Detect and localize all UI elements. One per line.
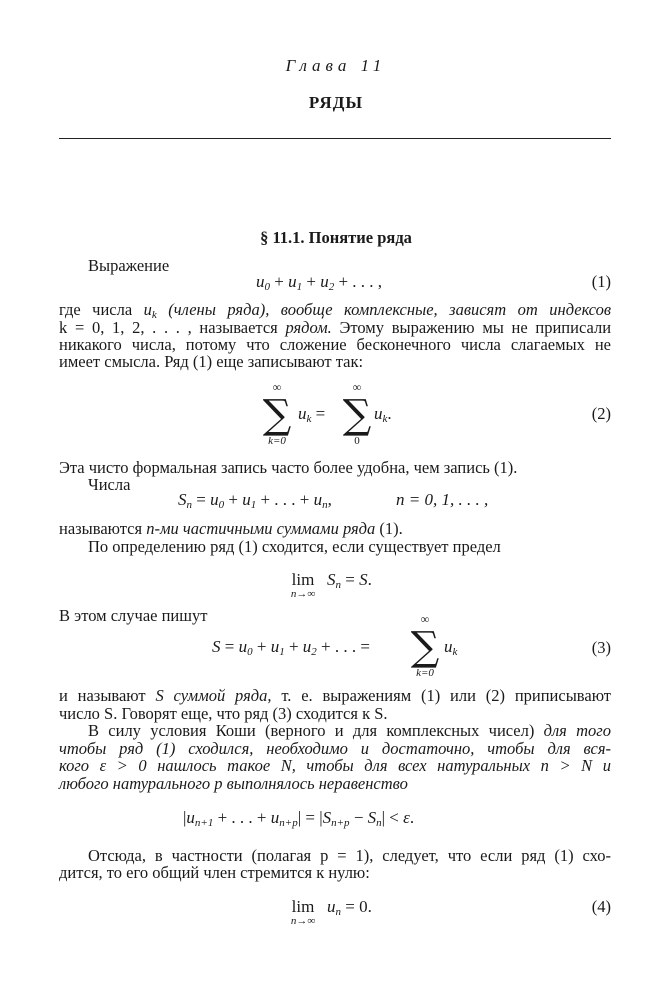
sum-lower-limit: k=0 (268, 435, 286, 447)
equation-number-2: (2) (591, 404, 611, 423)
text-run: В силу условия Коши (верного и для комплексных чисел) (88, 721, 535, 740)
paragraph-line: где числа $u_k$ (члены ряда), вообще комплексные, зависят от индексов (59, 300, 611, 321)
sum-symbol: ∑ (342, 392, 372, 438)
section-title: § 11.1. Понятие ряда (260, 228, 412, 247)
text-run: (члены ряда), вообще комплексные, зависят от индексов (168, 300, 611, 319)
text-run: k = 0, 1, 2, . . . , называется (59, 318, 278, 337)
text-run: т. е. выражениям (1) или (2) приписывают (281, 686, 612, 705)
chapter-title: РЯДЫ (308, 93, 364, 112)
equation-cauchy: $|u_{n+1}$ + . . . + $u_{n+p}| = |S_{n+p} - S_n| < \varepsilon$. (183, 808, 415, 829)
paragraph-lead: Выражение (88, 256, 170, 275)
paragraph-line: никакого числа, потому что сложение бесконечного числа слагаемых не (59, 335, 611, 354)
text-run: для того (543, 721, 611, 740)
lim-word: lim (291, 570, 315, 589)
text-run: n = 0, 1, . . . , (396, 490, 489, 509)
equation-number-1: (1) (591, 272, 611, 291)
paragraph-line: чтобы ряд (1) сходился, необходимо и достаточно, чтобы для вся- (59, 739, 611, 758)
paragraph-line (59, 520, 611, 538)
text-run: называются (59, 519, 143, 538)
sum-upper-limit: ∞ (272, 380, 282, 394)
paragraph-line: По определению ряд (1) сходится, если существует предел (88, 537, 501, 556)
paragraph-line: Эта чисто формальная запись часто более удобна, чем запись (1). (59, 458, 518, 477)
paragraph-line: кого ε > 0 нашлось такое N, чтобы для всех натуральных n > N и (59, 756, 611, 775)
paragraph-line: любого натурального p выполнялось неравенство (59, 774, 408, 793)
equation-2: ∞ ∑ k=0 $u_k$ = ∞ ∑ 0 $u_k$. (260, 380, 420, 450)
text-run: где числа (59, 300, 133, 319)
text-run: n-ми частичными суммами ряда (146, 519, 376, 538)
paragraph-line: Отсюда, в частности (полагая p = 1), следует, что если ряд (1) схо- (88, 846, 611, 865)
equation-3: $S = u_0 + u_1 + u_2$ + . . . = ∞ ∑ k=0 $u_k$ (212, 612, 458, 679)
paragraph-line: В этом случае пишут (59, 606, 208, 625)
equation-partial-sums: $S_n = u_0 + u_1$ + . . . + $u_n$, (178, 490, 332, 511)
sum-lower-limit: 0 (354, 435, 360, 447)
lim-subscript: n→∞ (290, 588, 316, 600)
header-rule (59, 138, 611, 139)
paragraph-line: дится, то его общий член стремится к нулю: (59, 863, 370, 882)
sum-lower-limit: k=0 (416, 667, 434, 679)
paragraph-line (88, 722, 611, 740)
lim-word: lim (291, 897, 315, 916)
text-run: Этому выражению мы не приписали (339, 318, 612, 337)
text-run: (1). (379, 519, 403, 538)
equation-number-3: (3) (591, 638, 611, 657)
text-run: S суммой ряда, (155, 686, 272, 705)
partial-sums-range (396, 490, 488, 510)
chapter-label: Глава 11 (285, 56, 387, 75)
paragraph-line (59, 687, 611, 705)
paragraph-lead: Числа (88, 475, 131, 494)
equation-1: $u_0 + u_1 + u_2$ + . . . , (256, 272, 383, 293)
text-run: рядом. (285, 318, 332, 337)
text-run: и называют (59, 686, 146, 705)
sum-symbol: ∑ (262, 392, 292, 438)
paragraph-line: имеет смысла. Ряд (1) еще записывают так: (59, 352, 364, 371)
equation-number-4: (4) (591, 897, 611, 916)
paragraph-line: число S. Говорят еще, что ряд (3) сходится к S. (59, 704, 388, 723)
sum-symbol: ∑ (410, 624, 440, 670)
lim-subscript: n→∞ (290, 915, 316, 927)
sum-upper-limit: ∞ (352, 380, 362, 394)
sum-upper-limit: ∞ (420, 612, 430, 626)
